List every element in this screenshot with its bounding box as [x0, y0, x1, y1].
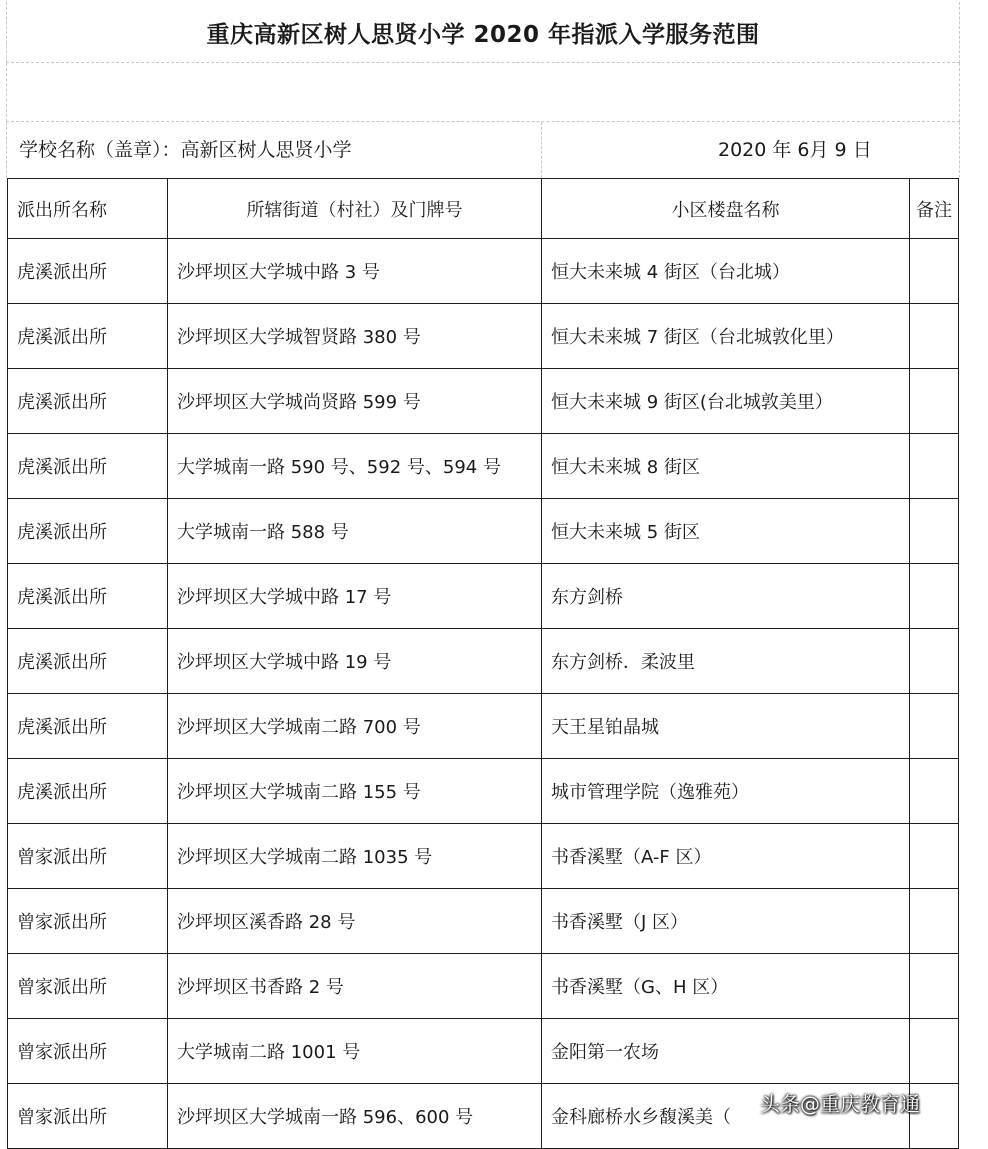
cell-estate: 金科廊桥水乡馥溪美（	[542, 1084, 910, 1149]
cell-station: 虎溪派出所	[8, 564, 168, 629]
table-row	[8, 304, 959, 369]
cell-road: 沙坪坝区大学城南二路 700 号	[168, 694, 542, 759]
table-row	[8, 369, 959, 434]
cell-road: 沙坪坝区溪香路 28 号	[168, 889, 542, 954]
cell-estate: 恒大未来城 4 街区（台北城）	[542, 239, 910, 304]
school-row-divider	[541, 122, 542, 178]
cell-station: 虎溪派出所	[8, 434, 168, 499]
cell-road: 沙坪坝区书香路 2 号	[168, 954, 542, 1019]
cell-station: 虎溪派出所	[8, 304, 168, 369]
cell-road: 沙坪坝区大学城中路 17 号	[168, 564, 542, 629]
cell-estate: 恒大未来城 9 街区(台北城敦美里）	[542, 369, 910, 434]
cell-station: 虎溪派出所	[8, 759, 168, 824]
cell-estate: 恒大未来城 8 街区	[542, 434, 910, 499]
cell-station: 虎溪派出所	[8, 694, 168, 759]
cell-note	[910, 759, 959, 824]
table-row	[8, 824, 959, 889]
cell-estate: 书香溪墅（J 区）	[542, 889, 910, 954]
document-title: 重庆高新区树人思贤小学 2020 年指派入学服务范围	[206, 21, 760, 48]
table-row	[8, 434, 959, 499]
cell-estate: 天王星铂晶城	[542, 694, 910, 759]
cell-note	[910, 369, 959, 434]
table-row	[8, 564, 959, 629]
cell-road: 沙坪坝区大学城尚贤路 599 号	[168, 369, 542, 434]
table-row	[8, 759, 959, 824]
cell-estate: 金阳第一农场	[542, 1019, 910, 1084]
cell-station: 虎溪派出所	[8, 369, 168, 434]
header-estate: 小区楼盘名称	[542, 179, 910, 239]
cell-note	[910, 304, 959, 369]
school-info-row	[6, 122, 960, 178]
table-row	[8, 499, 959, 564]
cell-station: 曾家派出所	[8, 1019, 168, 1084]
table-row	[8, 629, 959, 694]
school-name: 学校名称（盖章）：高新区树人思贤小学	[19, 139, 352, 161]
cell-road: 大学城南二路 1001 号	[168, 1019, 542, 1084]
cell-station: 虎溪派出所	[8, 629, 168, 694]
cell-road: 沙坪坝区大学城中路 3 号	[168, 239, 542, 304]
blank-row	[6, 63, 960, 122]
cell-estate: 东方剑桥．柔波里	[542, 629, 910, 694]
cell-estate: 恒大未来城 7 街区（台北城敦化里）	[542, 304, 910, 369]
table-row	[8, 694, 959, 759]
cell-road: 沙坪坝区大学城中路 19 号	[168, 629, 542, 694]
cell-road: 沙坪坝区大学城南二路 1035 号	[168, 824, 542, 889]
cell-note	[910, 694, 959, 759]
cell-station: 虎溪派出所	[8, 239, 168, 304]
cell-note	[910, 1019, 959, 1084]
header-note: 备注	[910, 179, 959, 239]
title-box	[6, 2, 960, 63]
cell-estate: 书香溪墅（G、H 区）	[542, 954, 910, 1019]
cell-estate: 东方剑桥	[542, 564, 910, 629]
cell-note	[910, 564, 959, 629]
table-header-row	[8, 179, 959, 239]
cell-note	[910, 824, 959, 889]
cell-station: 曾家派出所	[8, 954, 168, 1019]
cell-station: 虎溪派出所	[8, 499, 168, 564]
cell-road: 大学城南一路 588 号	[168, 499, 542, 564]
cell-note	[910, 954, 959, 1019]
table-row	[8, 239, 959, 304]
table-row	[8, 1019, 959, 1084]
cell-estate: 城市管理学院（逸雅苑）	[542, 759, 910, 824]
cell-note	[910, 629, 959, 694]
header-station: 派出所名称	[8, 179, 168, 239]
watermark: 头条@重庆教育通	[760, 1092, 920, 1116]
cell-note	[910, 434, 959, 499]
cell-note	[910, 499, 959, 564]
cell-note	[910, 889, 959, 954]
cell-station: 曾家派出所	[8, 889, 168, 954]
cell-road: 沙坪坝区大学城南一路 596、600 号	[168, 1084, 542, 1149]
cell-station: 曾家派出所	[8, 824, 168, 889]
header-road: 所辖街道（村社）及门牌号	[168, 179, 542, 239]
cell-note	[910, 239, 959, 304]
document-date: 2020 年 6月 9 日	[718, 139, 872, 161]
table-row	[8, 889, 959, 954]
cell-station: 曾家派出所	[8, 1084, 168, 1149]
service-range-table	[7, 178, 959, 1149]
cell-road: 沙坪坝区大学城智贤路 380 号	[168, 304, 542, 369]
cell-road: 沙坪坝区大学城南二路 155 号	[168, 759, 542, 824]
cell-road: 大学城南一路 590 号、592 号、594 号	[168, 434, 542, 499]
table-row	[8, 954, 959, 1019]
cell-estate: 恒大未来城 5 街区	[542, 499, 910, 564]
cell-estate: 书香溪墅（A-F 区）	[542, 824, 910, 889]
